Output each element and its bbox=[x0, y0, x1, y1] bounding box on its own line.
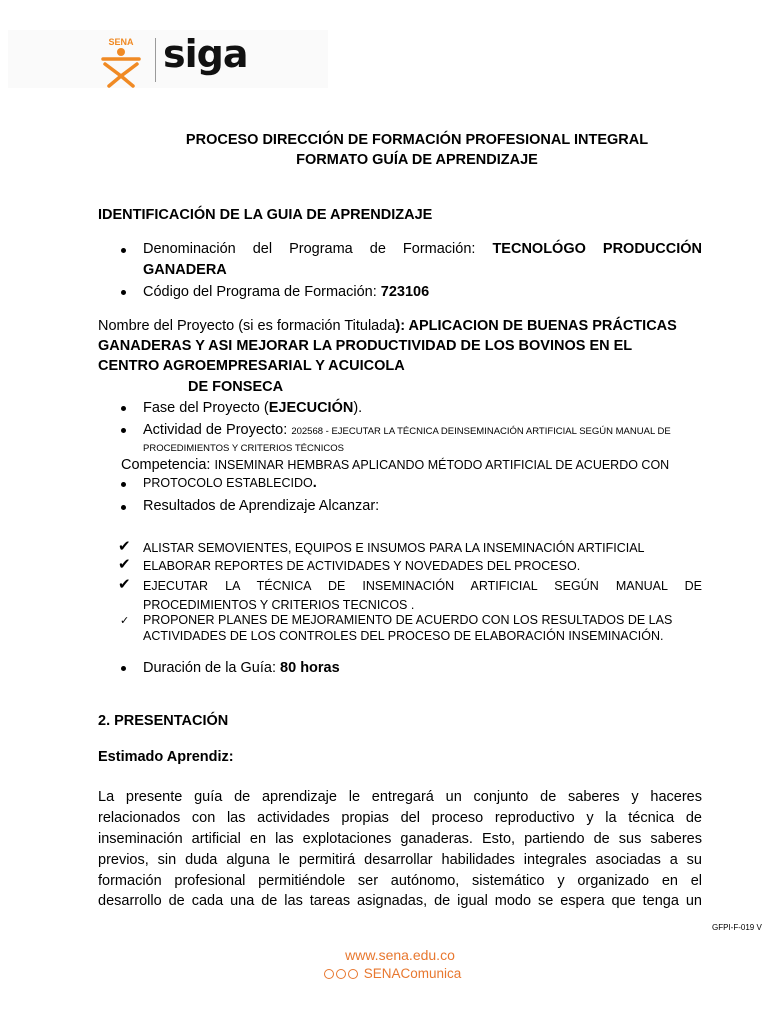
attribution-icon bbox=[336, 969, 346, 979]
document-title: PROCESO DIRECCIÓN DE FORMACIÓN PROFESIONAL INTEGRAL bbox=[185, 132, 649, 148]
logo-divider bbox=[155, 38, 156, 82]
bullet-icon bbox=[121, 666, 126, 671]
paragraph-line: desarrollo de cada una de las tareas asignadas, de igual modo se espera que tenga un bbox=[98, 893, 702, 909]
activity-label: Actividad de Proyecto: bbox=[143, 422, 288, 438]
info-icon bbox=[348, 969, 358, 979]
footer-website[interactable]: www.sena.edu.co bbox=[345, 947, 455, 963]
greeting: Estimado Aprendiz: bbox=[98, 749, 234, 765]
result-item: ALISTAR SEMOVIENTES, EQUIPOS E INSUMOS PARA LA INSEMINACIÓN ARTIFICIAL bbox=[143, 541, 645, 555]
presentation-heading: 2. PRESENTACIÓN bbox=[98, 713, 229, 729]
phase-value: EJECUCIÓN bbox=[268, 400, 354, 416]
bullet-icon bbox=[121, 428, 126, 433]
program-label: Denominación del Programa de Formación: bbox=[143, 241, 476, 257]
creative-commons-icon bbox=[324, 969, 334, 979]
result-item: EJECUTAR LA TÉCNICA DE INSEMINACIÓN ARTIFICIAL SEGÚN MANUAL DE bbox=[143, 579, 702, 593]
competence-value: INSEMINAR HEMBRAS APLICANDO MÉTODO ARTIFICIAL DE ACUERDO CON bbox=[214, 458, 670, 472]
code-value: 723106 bbox=[380, 284, 430, 300]
competence-line bbox=[121, 456, 669, 474]
sena-logo bbox=[97, 36, 145, 88]
activity-line bbox=[143, 421, 671, 441]
duration-line bbox=[143, 659, 340, 677]
project-value-line2: GANADERAS Y ASI MEJORAR LA PRODUCTIVIDAD DE LOS BOVINOS EN EL bbox=[98, 338, 633, 354]
duration-value: 80 horas bbox=[280, 660, 340, 676]
result-item: ELABORAR REPORTES DE ACTIVIDADES Y NOVEDADES DEL PROCESO. bbox=[143, 559, 581, 573]
phase-close: ). bbox=[353, 400, 363, 416]
phase-line bbox=[143, 399, 362, 417]
bullet-icon bbox=[121, 248, 126, 253]
form-code: GFPI-F-019 V bbox=[712, 923, 762, 932]
document-subtitle: FORMATO GUÍA DE APRENDIZAJE bbox=[296, 152, 538, 168]
paragraph-line: formación profesional permitiéndole ser autónomo, sistemático y organizado en el bbox=[98, 873, 702, 889]
program-line bbox=[143, 240, 702, 258]
result-item-cont: PROCEDIMIENTOS Y CRITERIOS TECNICOS . bbox=[143, 598, 415, 612]
paragraph-line: La presente guía de aprendizaje le entregará un conjunto de saberes y haceres bbox=[98, 789, 702, 805]
paragraph-line: previos, sin duda alguna le permitirá desarrollar habilidades integrales asociadas a su bbox=[98, 852, 702, 868]
results-label: Resultados de Aprendizaje Alcanzar: bbox=[143, 498, 380, 514]
checkmark-icon: ✔ bbox=[118, 537, 131, 555]
bullet-icon bbox=[121, 505, 126, 510]
phase-label: Fase del Proyecto ( bbox=[143, 400, 269, 416]
project-label: Nombre del Proyecto (si es formación Titulada bbox=[98, 318, 396, 334]
checkmark-icon: ✔ bbox=[118, 575, 131, 593]
footer-social bbox=[324, 966, 461, 981]
competence-value-cont: PROTOCOLO ESTABLECIDO bbox=[143, 476, 313, 490]
result-item-cont: ACTIVIDADES DE LOS CONTROLES DEL PROCESO DE ELABORACIÓN INSEMINACIÓN. bbox=[143, 629, 664, 643]
paragraph-line: relacionados con las actividades propias del proceso reproductivo y la técnica de bbox=[98, 810, 702, 826]
program-value-cont: GANADERA bbox=[143, 262, 227, 278]
bullet-icon bbox=[121, 482, 126, 487]
program-value: TECNOLÓGO PRODUCCIÓN bbox=[492, 241, 702, 257]
paragraph-line: inseminación artificial en las explotaciones ganaderas. Esto, partiendo de sus saberes bbox=[98, 831, 702, 847]
bullet-icon bbox=[121, 290, 126, 295]
bullet-icon bbox=[121, 406, 126, 411]
duration-label: Duración de la Guía: bbox=[143, 660, 276, 676]
code-label: Código del Programa de Formación: bbox=[143, 284, 377, 300]
competence-value-cont-line bbox=[143, 474, 317, 492]
identification-heading: IDENTIFICACIÓN DE LA GUIA DE APRENDIZAJE bbox=[98, 207, 433, 223]
checkmark-icon: ✔ bbox=[118, 555, 131, 573]
checkmark-icon: ✓ bbox=[120, 614, 130, 627]
sena-logo-text: SENA bbox=[108, 37, 134, 47]
project-value-line3: CENTRO AGROEMPRESARIAL Y ACUICOLA bbox=[98, 358, 405, 374]
activity-value-cont: PROCEDIMIENTOS Y CRITERIOS TÉCNICOS bbox=[143, 443, 344, 454]
project-value: ): APLICACION DE BUENAS PRÁCTICAS bbox=[395, 318, 677, 334]
project-value-line4: DE FONSECA bbox=[188, 379, 284, 395]
competence-value-end: . bbox=[312, 475, 317, 491]
siga-logo: siga bbox=[163, 32, 248, 76]
social-handle: SENAComunica bbox=[363, 966, 462, 981]
activity-value: 202568 - EJECUTAR LA TÉCNICA DEINSEMINACIÓN ARTIFICIAL SEGÚN MANUAL DE bbox=[291, 426, 671, 437]
competence-label: Competencia: bbox=[121, 457, 211, 473]
project-line bbox=[98, 317, 677, 335]
result-item: PROPONER PLANES DE MEJORAMIENTO DE ACUERDO CON LOS RESULTADOS DE LAS bbox=[143, 613, 673, 627]
code-line bbox=[143, 283, 429, 301]
